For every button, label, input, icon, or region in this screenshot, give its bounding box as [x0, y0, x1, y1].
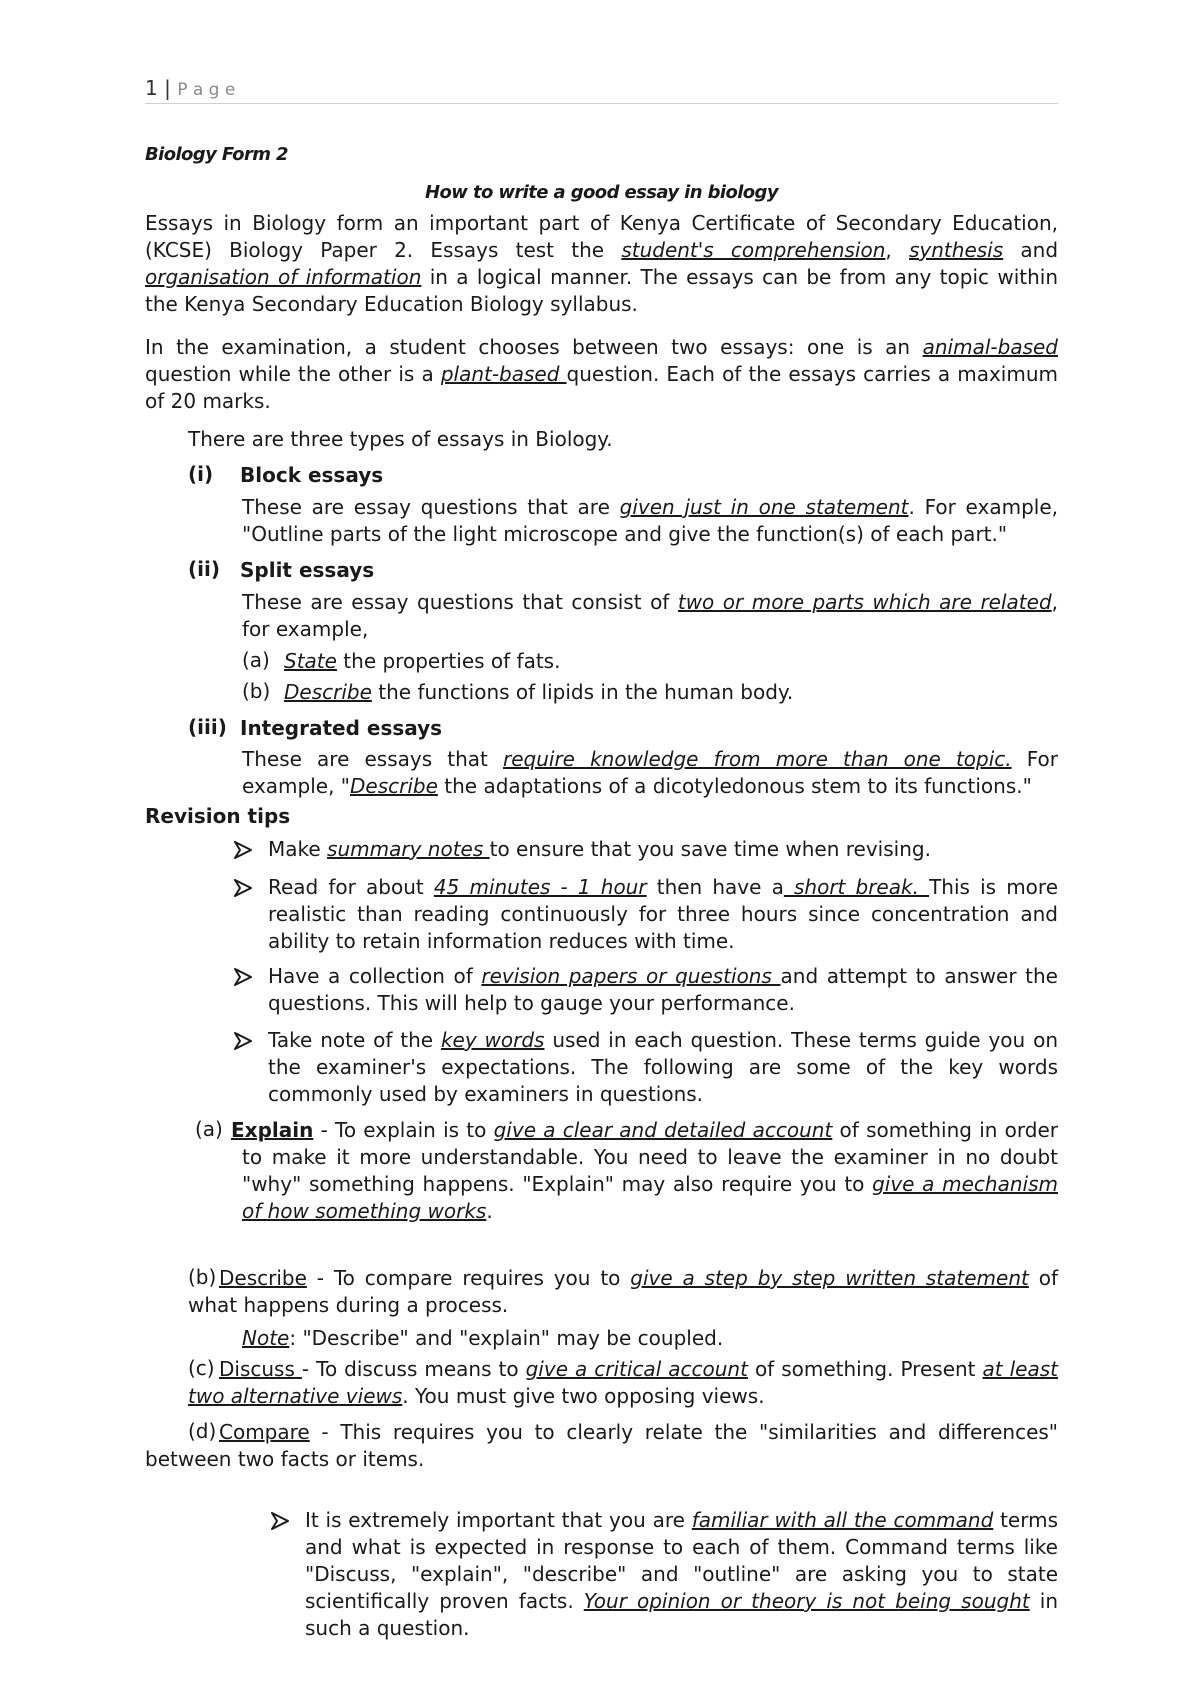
text-run: - This requires you to clearly relate the "similarities and differences" between two facts or items. — [145, 1420, 1058, 1471]
arrow-bullet-icon — [233, 840, 255, 860]
text-run: : "Describe" and "explain" may be coupled. — [289, 1326, 724, 1350]
text-run: - To compare requires you to — [306, 1266, 631, 1290]
text-run: - To explain is to — [313, 1118, 494, 1142]
type-desc-block — [242, 494, 1058, 548]
intro-paragraph-2 — [145, 334, 1058, 415]
underlined-phrase: animal-based — [922, 335, 1058, 359]
text-run: . — [486, 1199, 493, 1223]
type-desc-split — [242, 589, 1058, 643]
arrow-bullet-icon — [270, 1511, 292, 1531]
text-run: in such a question. — [305, 1589, 1059, 1640]
underlined-phrase: require knowledge from more than one topic. — [502, 747, 1012, 771]
text-run: of what happens during a process. — [188, 1266, 1058, 1317]
text-run: question. Each of the essays carries a maximum of 20 marks. — [145, 362, 1058, 413]
text-run: In the examination, a student chooses between two essays: one is an — [145, 335, 923, 359]
arrow-bullet-icon — [233, 967, 255, 987]
sub-item — [284, 679, 793, 706]
text-run: terms and what is expected in response to each of them. Command terms like "Discuss, "explain", "describe" and "outline" are asking you to state scientifically proven facts. — [305, 1508, 1058, 1613]
underlined-phrase: short break. — [783, 875, 930, 899]
revision-tip — [268, 963, 1058, 1017]
note-line — [242, 1325, 723, 1352]
underlined-phrase: plant-based — [440, 362, 567, 386]
type-heading-block: Block essays — [240, 463, 384, 487]
underlined-phrase: synthesis — [909, 238, 1004, 262]
doc-subtitle: How to write a good essay in biology — [425, 182, 778, 203]
text-run: These are essay questions that consist of — [242, 590, 678, 614]
text-run: in a logical manner. The essays can be from any topic within the Kenya Secondary Education Biology syllabus. — [145, 265, 1058, 316]
underlined-phrase: 45 minutes - 1 hour — [433, 875, 647, 899]
type-marker: (ii) — [188, 557, 220, 581]
keyword-marker: (a) — [195, 1117, 223, 1141]
text-run: For example, " — [242, 747, 1058, 798]
intro-paragraph-3: There are three types of essays in Biology. — [188, 427, 613, 451]
page-number: 1 — [145, 76, 158, 100]
underlined-phrase: given just in one statement — [619, 495, 909, 519]
underlined-phrase: revision papers or questions — [481, 964, 781, 988]
type-marker: (i) — [188, 462, 214, 486]
text-run: - To discuss means to — [301, 1357, 526, 1381]
text-run: Read for about — [268, 875, 434, 899]
revision-heading: Revision tips — [145, 804, 291, 828]
underlined-phrase: key words — [440, 1028, 545, 1052]
keyword-term: Discuss — [219, 1357, 302, 1381]
type-heading-integrated: Integrated essays — [240, 716, 443, 740]
doc-title: Biology Form 2 — [145, 144, 288, 165]
text-run: Have a collection of — [268, 964, 482, 988]
revision-tip — [268, 836, 1058, 863]
underlined-phrase: familiar with all the command — [691, 1508, 994, 1532]
keyword-term: Compare — [219, 1420, 310, 1444]
text-run: of something in order to make it more understandable. You need to leave the examiner in no doubt "why" something happens. "Explain" may also require you to — [242, 1118, 1058, 1196]
keyword-compare — [145, 1419, 1058, 1473]
keyword-term: Describe — [219, 1266, 307, 1290]
text-run: It is extremely important that you are — [305, 1508, 692, 1532]
keyword-describe — [188, 1265, 1058, 1319]
sub-marker: (b) — [242, 679, 271, 703]
underlined-phrase: at least two alternative views — [188, 1357, 1058, 1408]
revision-tip — [268, 874, 1058, 955]
underlined-phrase: student's comprehension — [621, 238, 886, 262]
arrow-bullet-icon — [233, 878, 255, 898]
underlined-phrase: give a critical account — [525, 1357, 748, 1381]
text-run: This is more realistic than reading continuously for three hours since concentration and ability to retain information reduces with time. — [268, 875, 1059, 953]
underlined-phrase: give a step by step written statement — [630, 1266, 1029, 1290]
page-header — [145, 75, 235, 104]
text-run: and attempt to answer the questions. This will help to gauge your performance. — [268, 964, 1058, 1015]
underlined-phrase: give a clear and detailed account — [493, 1118, 833, 1142]
final-tip — [305, 1507, 1058, 1642]
text-run: Make — [268, 837, 328, 861]
text-run: Take note of the — [268, 1028, 441, 1052]
text-run: to ensure that you save time when revising. — [489, 837, 931, 861]
keyword-term: Explain — [231, 1118, 314, 1142]
keyword-marker: (c) — [188, 1356, 215, 1380]
text-run: These are essay questions that are — [242, 495, 620, 519]
text-run: the functions of lipids in the human body. — [371, 680, 794, 704]
underlined-phrase: State — [284, 649, 337, 673]
text-run: the properties of fats. — [336, 649, 561, 673]
header-separator: | — [164, 76, 171, 100]
text-run: . You must give two opposing views. — [402, 1384, 765, 1408]
underlined-phrase: Describe — [284, 680, 372, 704]
underlined-phrase: give a mechanism of how something works — [242, 1172, 1058, 1223]
keyword-discuss — [188, 1356, 1058, 1410]
intro-paragraph-1 — [145, 210, 1058, 318]
text-run: . For example, "Outline parts of the light microscope and give the function(s) of each part." — [242, 495, 1058, 546]
keyword-marker: (d) — [188, 1419, 217, 1443]
arrow-bullet-icon — [233, 1031, 255, 1051]
text-run: then have a — [646, 875, 784, 899]
keyword-explain — [231, 1117, 1058, 1225]
underlined-phrase: organisation of information — [145, 265, 422, 289]
revision-tip — [268, 1027, 1058, 1108]
type-marker: (iii) — [188, 715, 227, 739]
sub-item — [284, 648, 560, 675]
sub-marker: (a) — [242, 648, 270, 672]
text-run: These are essays that — [242, 747, 503, 771]
type-desc-integrated — [242, 746, 1058, 800]
underlined-phrase: Your opinion or theory is not being sought — [583, 1589, 1030, 1613]
type-heading-split: Split essays — [240, 558, 375, 582]
text-run: Essays in Biology form an important part of Kenya Certificate of Secondary Education, (KCSE) Biology Paper 2. Essays test the — [145, 211, 1058, 262]
text-run: , — [885, 238, 909, 262]
text-run: , for example, — [242, 590, 1059, 641]
text-run: and — [1003, 238, 1059, 262]
text-run: of something. Present — [747, 1357, 983, 1381]
page-label: P a g e — [177, 80, 236, 100]
underlined-phrase: two or more parts which are related — [677, 590, 1052, 614]
header-rule — [145, 103, 1058, 104]
keyword-marker: (b) — [188, 1265, 217, 1289]
underlined-phrase: Describe — [350, 774, 438, 798]
text-run: used in each question. These terms guide you on the examiner's expectations. The following are some of the key words commonly used by examiners in questions. — [268, 1028, 1058, 1106]
underlined-phrase: summary notes — [327, 837, 490, 861]
text-run: the adaptations of a dicotyledonous stem to its functions." — [437, 774, 1032, 798]
underlined-phrase: Note — [242, 1326, 290, 1350]
text-run: question while the other is a — [145, 362, 441, 386]
